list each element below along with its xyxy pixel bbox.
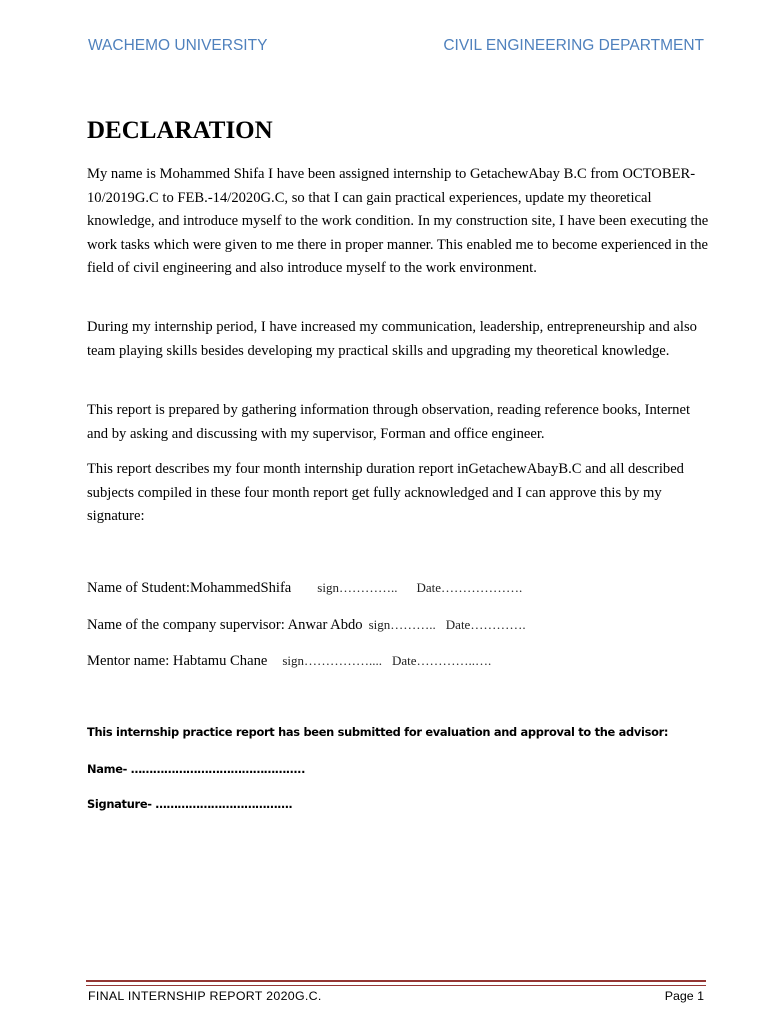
advisor-name-line: Name- ……………………………………….. <box>87 762 306 776</box>
declaration-paragraph-4: This report describes my four month internship duration report inGetachewAbayB.C and all described subjects compiled in these four month report get fully acknowledged and I can approve this by my signature: <box>87 461 684 525</box>
header-department: CIVIL ENGINEERING DEPARTMENT <box>443 37 704 54</box>
student-sign-field: sign………….. <box>317 580 398 595</box>
footer-divider-thin <box>86 985 706 986</box>
supervisor-name-label: Name of the company supervisor: Anwar Abdo <box>87 617 363 633</box>
footer-report-title: FINAL INTERNSHIP REPORT 2020G.C. <box>88 989 322 1003</box>
supervisor-sign-field: sign……….. <box>368 617 436 632</box>
mentor-signature-line <box>87 651 491 671</box>
header-university: WACHEMO UNIVERSITY <box>88 37 268 54</box>
student-signature-line <box>87 578 522 598</box>
mentor-date-field: Date…………..…. <box>392 653 492 668</box>
student-date-field: Date………………. <box>416 580 523 595</box>
supervisor-signature-line <box>87 615 526 635</box>
page-footer <box>88 989 704 1007</box>
advisor-signature-line: Signature- ………………………………. <box>87 797 293 811</box>
supervisor-date-field: Date…………. <box>445 617 526 632</box>
declaration-paragraph-2: During my internship period, I have increased my communication, leadership, entrepreneurship and also team playing skills besides developing my practical skills and upgrading my theoretical knowledge. <box>87 319 697 359</box>
mentor-name-label: Mentor name: Habtamu Chane <box>87 653 268 669</box>
footer-divider-thick <box>86 980 706 982</box>
mentor-sign-field: sign…………….... <box>282 653 383 668</box>
advisor-statement: This internship practice report has been submitted for evaluation and approval to the advisor: <box>87 725 669 739</box>
declaration-paragraph-3: This report is prepared by gathering information through observation, reading reference books, Internet and by asking and discussing with my supervisor, Forman and office engineer. <box>87 402 691 442</box>
page-header <box>88 37 704 59</box>
student-name-label: Name of Student:MohammedShifa <box>87 580 292 596</box>
declaration-paragraph-1: My name is Mohammed Shifa I have been assigned internship to GetachewAbay B.C from OCTOBER-10/2019G.C to FEB.-14/2020G.C, so that I can gain practical experiences, update my theoretical knowledge, and introduce myself to the work condition. In my construction site, I have been executing the work tasks which were given to me there in proper manner. This enabled me to become experienced in the field of civil engineering and also introduce myself to the work environment. <box>87 166 709 277</box>
page-title: DECLARATION <box>87 117 273 144</box>
page-number: Page 1 <box>664 989 704 1003</box>
